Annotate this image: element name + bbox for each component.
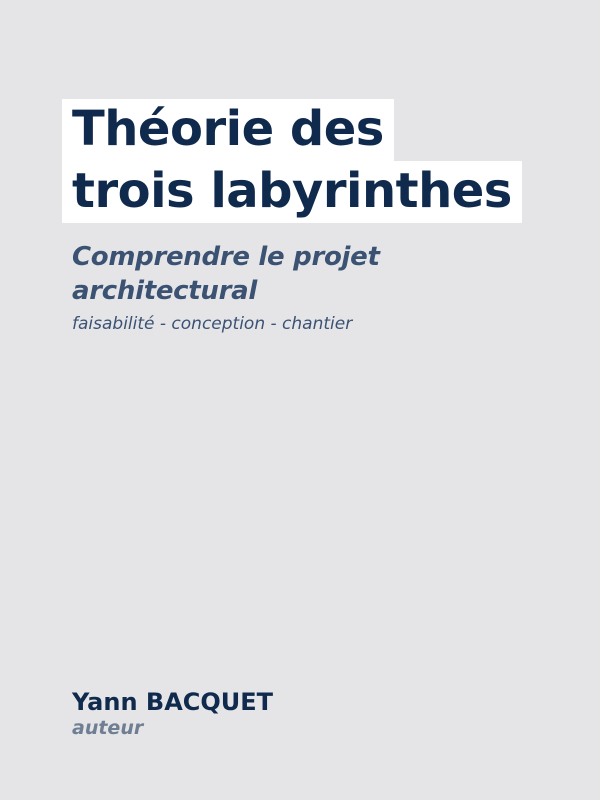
book-title-line-1: Théorie des (62, 99, 394, 161)
book-title (62, 99, 522, 223)
book-tagline: faisabilité - conception - chantier (72, 314, 353, 334)
author-role: auteur (72, 717, 144, 739)
book-subtitle: Comprendre le projet architectural (72, 242, 380, 306)
book-title-line-2: trois labyrinthes (62, 161, 522, 223)
author-name: Yann BACQUET (72, 688, 274, 716)
